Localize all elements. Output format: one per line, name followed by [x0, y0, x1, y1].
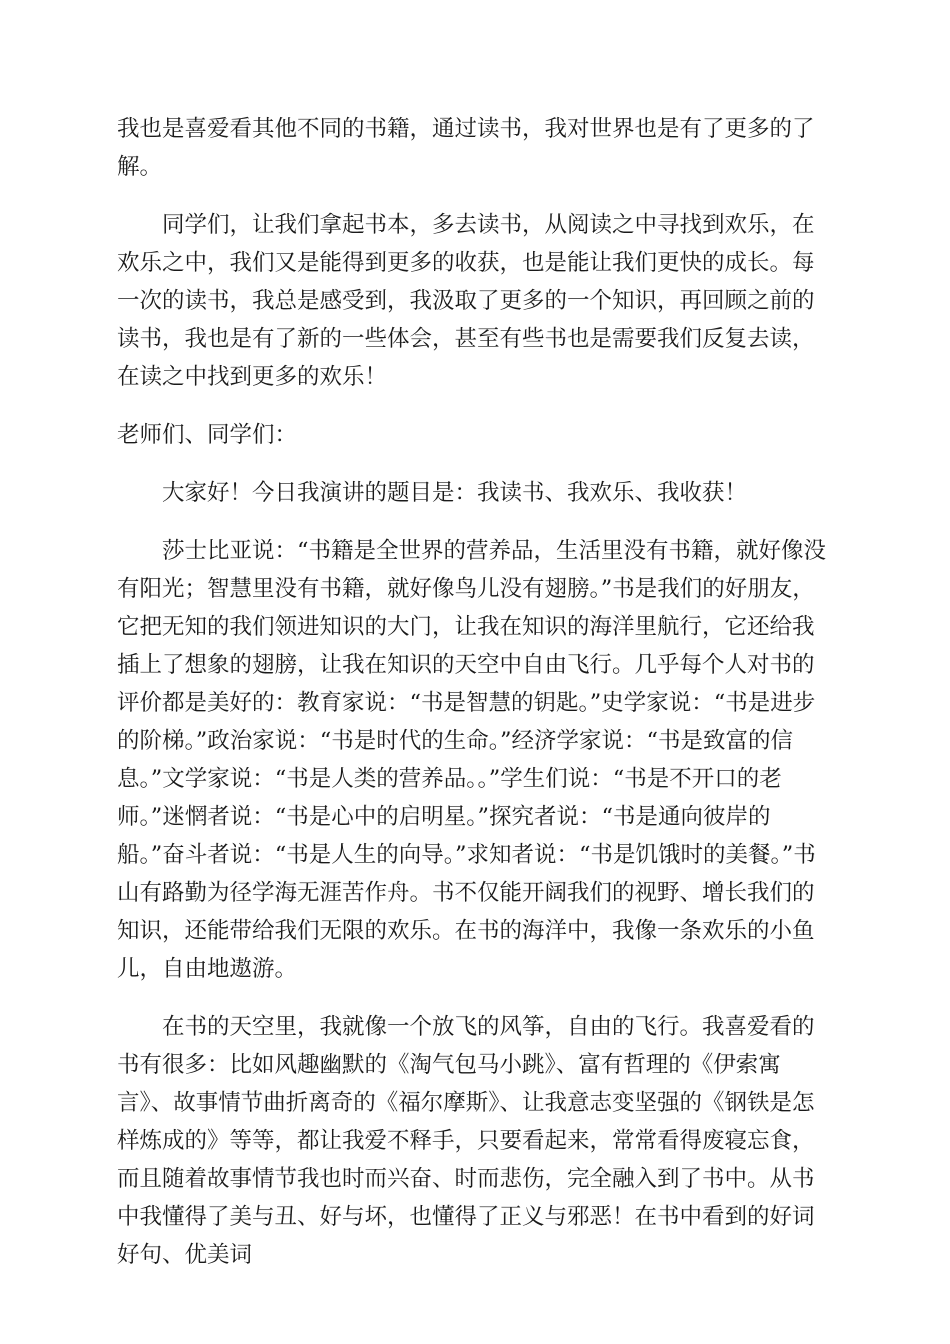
salutation: 老师们、同学们：: [117, 422, 298, 448]
paragraph: 在书的天空里，我就像一个放飞的风筝，自由的飞行。我喜爱看的书有很多：比如风趣幽默的《淘气包马小跳》、富有哲理的《伊索寓言》、故事情节曲折离奇的《福尔摩斯》、让我意志变坚强的《钢铁是怎样炼成的》等等，都让我爱不释手，只要看起来，常常看得废寝忘食，而且随着故事情节我也时而兴奋、时而悲伤，完全融入到了书中。从书中我懂得了美与丑、好与坏，也懂得了正义与邪恶！在书中看到的好词好句、优美词: [117, 1014, 815, 1268]
paragraph: 我也是喜爱看其他不同的书籍，通过读书，我对世界也是有了更多的了解。: [117, 116, 815, 180]
paragraph: 大家好！今日我演讲的题目是：我读书、我欢乐、我收获！: [162, 480, 748, 506]
paragraph: 同学们，让我们拿起书本，多去读书，从阅读之中寻找到欢乐，在欢乐之中，我们又是能得到更多的收获，也是能让我们更快的成长。每一次的读书，我总是感受到，我汲取了更多的一个知识，再回顾之前的读书，我也是有了新的一些体会，甚至有些书也是需要我们反复去读，在读之中找到更多的欢乐！: [117, 212, 815, 390]
paragraph: 莎士比亚说：“书籍是全世界的营养品，生活里没有书籍，就好像没有阳光；智慧里没有书籍，就好像鸟儿没有翅膀。”书是我们的好朋友，它把无知的我们领进知识的大门，让我在知识的海洋里航行，它还给我插上了想象的翅膀，让我在知识的天空中自由飞行。几乎每个人对书的评价都是美好的：教育家说：“书是智慧的钥匙。”史学家说：“书是进步的阶梯。”政治家说：“书是时代的生命。”经济学家说：“书是致富的信息。”文学家说：“书是人类的营养品。。”学生们说：“书是不开口的老师。”迷惘者说：“书是心中的启明星。”探究者说：“书是通向彼岸的船。”奋斗者说：“书是人生的向导。”求知者说：“书是饥饿时的美餐。”书山有路勤为径学海无涯苦作舟。书不仅能开阔我们的视野、增长我们的知识，还能带给我们无限的欢乐。在书的海洋中，我像一条欢乐的小鱼儿，自由地遨游。: [117, 538, 827, 982]
document-body: [117, 110, 832, 1274]
